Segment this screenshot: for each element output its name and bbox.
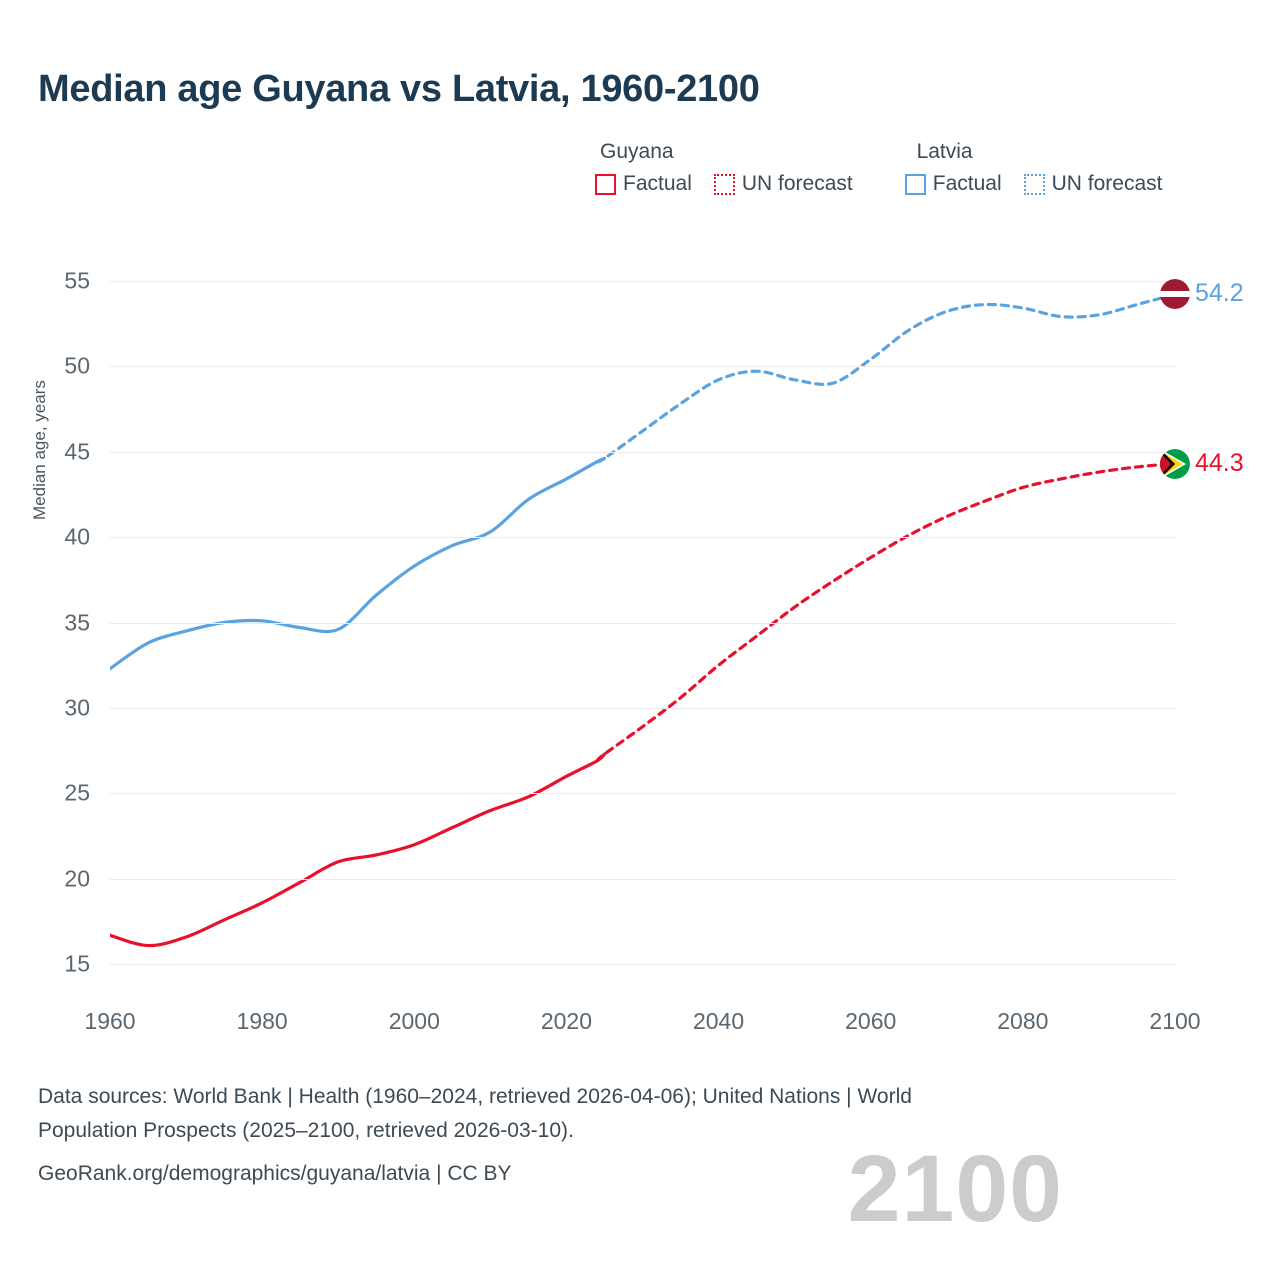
series-end-flag-icon <box>1160 279 1190 309</box>
series-line-factual <box>110 754 604 945</box>
x-tick-label: 2060 <box>845 1008 897 1034</box>
page-title: Median age Guyana vs Latvia, 1960-2100 <box>38 68 760 110</box>
grid-line <box>110 964 1175 965</box>
x-tick-label: 2000 <box>388 1008 440 1034</box>
legend-item-latvia-forecast[interactable] <box>1024 172 1163 196</box>
grid-line <box>110 793 1175 794</box>
y-tick-label: 50 <box>64 352 90 379</box>
grid-line <box>110 879 1175 880</box>
grid-line <box>110 281 1175 282</box>
legend-swatch-icon <box>714 174 735 195</box>
series-end-flag-icon <box>1160 449 1190 479</box>
legend-item-label: Factual <box>932 172 1002 195</box>
legend-swatch-icon <box>595 174 616 195</box>
x-tick-label: 1980 <box>236 1008 288 1034</box>
legend-swatch-icon <box>905 174 926 195</box>
y-tick-label: 30 <box>64 694 90 721</box>
legend-group-label: Guyana <box>600 140 674 163</box>
grid-line <box>110 537 1175 538</box>
x-tick-label: 2040 <box>692 1008 745 1034</box>
y-tick-label: 15 <box>64 950 90 977</box>
x-tick-label: 1960 <box>84 1008 136 1034</box>
grid-line <box>110 366 1175 367</box>
footer-sources-line1: Data sources: World Bank | Health (1960–2024, retrieved 2026-04-06); United Nations | World <box>38 1085 912 1108</box>
series-line-forecast <box>597 294 1175 462</box>
legend-item-guyana-forecast[interactable] <box>714 172 853 196</box>
watermark-year: 2100 <box>847 1136 1063 1242</box>
series-end-value-label: 44.3 <box>1195 448 1244 477</box>
x-tick-label: 2020 <box>540 1008 593 1034</box>
legend-group-latvia <box>917 140 973 164</box>
footer-sources-line2: Population Prospects (2025–2100, retrieved 2026-03-10). <box>38 1119 574 1143</box>
y-tick-label: 40 <box>64 523 90 550</box>
grid-line <box>110 623 1175 624</box>
legend-item-latvia-factual[interactable] <box>905 172 1002 196</box>
legend-item-label: UN forecast <box>1051 172 1163 195</box>
series-line-factual <box>110 458 604 668</box>
y-axis-title: Median age, years <box>30 380 49 520</box>
chart-legend <box>595 140 1255 196</box>
legend-item-label: UN forecast <box>741 172 853 195</box>
y-tick-label: 25 <box>64 779 90 806</box>
grid-line <box>110 708 1175 709</box>
legend-swatch-icon <box>1024 174 1045 195</box>
y-tick-label: 20 <box>64 865 90 892</box>
footer-link[interactable]: GeoRank.org/demographics/guyana/latvia | CC BY <box>38 1161 512 1185</box>
legend-item-guyana-factual[interactable] <box>595 172 692 196</box>
x-axis <box>84 990 1201 1050</box>
series-end-value-label: 54.2 <box>1195 279 1244 308</box>
chart-footer <box>38 1082 1238 1189</box>
y-tick-label: 35 <box>64 609 90 635</box>
grid-line <box>110 452 1175 453</box>
x-tick-label: 2100 <box>1149 1008 1201 1034</box>
series-line-forecast <box>597 464 1175 761</box>
y-tick-label: 55 <box>64 267 90 294</box>
legend-group-guyana <box>600 140 674 164</box>
x-tick-label: 2080 <box>997 1008 1049 1034</box>
y-tick-label: 45 <box>64 438 90 465</box>
legend-item-label: Factual <box>623 172 692 195</box>
legend-group-label: Latvia <box>916 140 973 163</box>
